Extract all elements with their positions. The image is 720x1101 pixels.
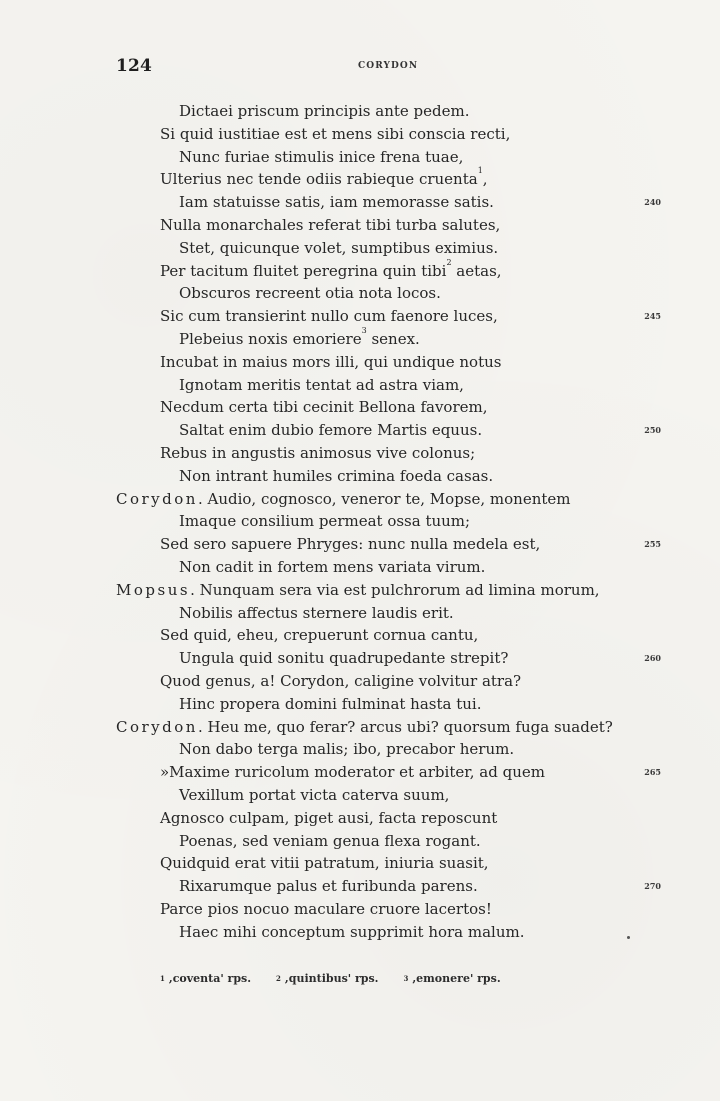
footnote-reference: 2 (446, 257, 452, 267)
verse-text: »Maxime ruricolum moderator et arbiter, ad quem (160, 763, 545, 782)
verse-text: Quidquid erat vitii patratum, iniuria suasit, (160, 854, 489, 873)
footnote (403, 972, 500, 985)
verse-text: Dictaei priscum principis ante pedem. (179, 102, 470, 120)
verse-text: . Heu me, quo ferar? arcus ubi? quorsum fuga suadet? (197, 717, 613, 736)
verse-text: Vexillum portat victa caterva suum, (179, 785, 450, 804)
line-number: 255 (644, 539, 661, 550)
page-header (116, 56, 661, 80)
verse-line (116, 374, 661, 397)
line-number: 265 (644, 767, 661, 778)
verse-line (116, 738, 661, 761)
verse-line (116, 624, 661, 647)
line-number: 245 (644, 311, 661, 322)
page-number: 124 (116, 56, 153, 76)
verse-text: Incubat in maius mors illi, qui undique notus (160, 352, 502, 371)
verse-line (116, 510, 661, 533)
running-head: CORYDON (358, 61, 419, 71)
verse-text: Stet, quicunque volet, sumptibus eximius. (179, 238, 499, 257)
speaker-name: Corydon (116, 717, 198, 736)
verse-text (116, 100, 661, 943)
verse-line (116, 875, 661, 898)
verse-line (116, 325, 661, 351)
verse-text: Nunc furiae stimulis inice frena tuae, (179, 147, 464, 166)
line-number: 240 (644, 197, 661, 208)
footnote-text: ,coventa' rps. (168, 972, 252, 985)
verse-text: Plebeius noxis emoriere (179, 329, 362, 348)
footnote (160, 972, 251, 985)
verse-text: Nobilis affectus sternere laudis erit. (179, 603, 454, 622)
verse-line (116, 442, 661, 465)
verse-text-tail: , (482, 170, 488, 189)
footnote-mark: 3 (403, 974, 409, 983)
verse-text: Si quid iustitiae est et mens sibi conscia recti, (160, 124, 511, 143)
verse-line (116, 898, 661, 921)
verse-text: Sed quid, eheu, crepuerunt cornua cantu, (160, 626, 479, 645)
verse-line (116, 305, 661, 328)
verse-text: Ungula quid sonitu quadrupedante strepit? (179, 649, 509, 668)
verse-line (116, 396, 661, 419)
verse-text: Rixarumque palus et furibunda parens. (179, 877, 478, 896)
verse-line (116, 647, 661, 670)
verse-line (116, 670, 661, 693)
verse-text: Non intrant humiles crimina foeda casas. (179, 466, 494, 485)
verse-line (116, 282, 661, 305)
footnote-reference: 1 (477, 166, 483, 176)
footnote-mark: 1 (160, 974, 165, 983)
speaker-name: Mopsus (116, 580, 191, 599)
verse-line (116, 579, 661, 602)
verse-text: Necdum certa tibi cecinit Bellona favorem, (160, 398, 488, 417)
line-number: 250 (644, 425, 661, 436)
verse-text: Quod genus, a! Corydon, caligine volvitur atra? (160, 671, 522, 690)
verse-text: Hinc propera domini fulminat hasta tui. (179, 694, 482, 713)
verse-line (116, 488, 661, 511)
verse-text: Imaque consilium permeat ossa tuum; (179, 512, 471, 531)
footnotes (160, 972, 526, 985)
verse-line (116, 351, 661, 374)
verse-text: Iam statuisse satis, iam memorasse satis. (179, 193, 494, 212)
verse-text: Obscuros recreent otia nota locos. (179, 284, 441, 303)
verse-line (116, 693, 661, 716)
verse-text: Non cadit in fortem mens variata virum. (179, 557, 486, 576)
verse-text: Per tacitum fluitet peregrina quin tibi (160, 261, 447, 280)
dot-mark (627, 936, 630, 939)
verse-text: Poenas, sed veniam genua flexa rogant. (179, 831, 481, 850)
verse-line (116, 419, 661, 442)
verse-text: Parce pios nocuo maculare cruore lacertos! (160, 899, 492, 918)
verse-text-tail: aetas, (451, 261, 502, 280)
verse-line (116, 465, 661, 488)
verse-text: . Nunquam sera via est pulchrorum ad limina morum, (190, 580, 600, 599)
verse-text: Nulla monarchales referat tibi turba salutes, (160, 215, 501, 234)
verse-line (116, 146, 661, 169)
footnote-reference: 3 (361, 325, 367, 335)
verse-line (116, 237, 661, 260)
verse-line (116, 830, 661, 853)
verse-line (116, 191, 661, 214)
verse-line (116, 123, 661, 146)
verse-line (116, 257, 661, 283)
verse-line (116, 716, 661, 739)
verse-line (116, 556, 661, 579)
verse-line (116, 921, 661, 944)
verse-text: Sic cum transierint nullo cum faenore luces, (160, 307, 498, 326)
verse-line (116, 100, 661, 123)
verse-text: Ulterius nec tende odiis rabieque cruenta (160, 170, 478, 189)
verse-text-tail: senex. (366, 329, 420, 348)
verse-line (116, 761, 661, 784)
verse-text: . Audio, cognosco, veneror te, Mopse, monentem (197, 489, 571, 508)
verse-text: Rebus in angustis animosus vive colonus; (160, 443, 476, 462)
verse-line (116, 784, 661, 807)
verse-text: Ignotam meritis tentat ad astra viam, (179, 375, 464, 394)
footnote-text: ,quintibus' rps. (284, 972, 379, 985)
verse-text: Sed sero sapuere Phryges: nunc nulla medela est, (160, 535, 541, 554)
verse-line (116, 214, 661, 237)
verse-line (116, 533, 661, 556)
line-number: 270 (644, 881, 661, 892)
verse-text: Saltat enim dubio femore Martis equus. (179, 421, 483, 440)
verse-line (116, 807, 661, 830)
footnote (276, 972, 378, 985)
footnote-text: ,emonere' rps. (412, 972, 501, 985)
verse-text: Non dabo terga malis; ibo, precabor herum. (179, 740, 515, 759)
verse-line (116, 602, 661, 625)
verse-text: Haec mihi conceptum supprimit hora malum. (179, 922, 525, 941)
verse-line (116, 852, 661, 875)
line-number: 260 (644, 653, 661, 664)
footnote-mark: 2 (276, 974, 281, 983)
verse-text: Agnosco culpam, piget ausi, facta reposcunt (160, 808, 498, 827)
speaker-name: Corydon (116, 489, 198, 508)
verse-line (116, 168, 661, 191)
